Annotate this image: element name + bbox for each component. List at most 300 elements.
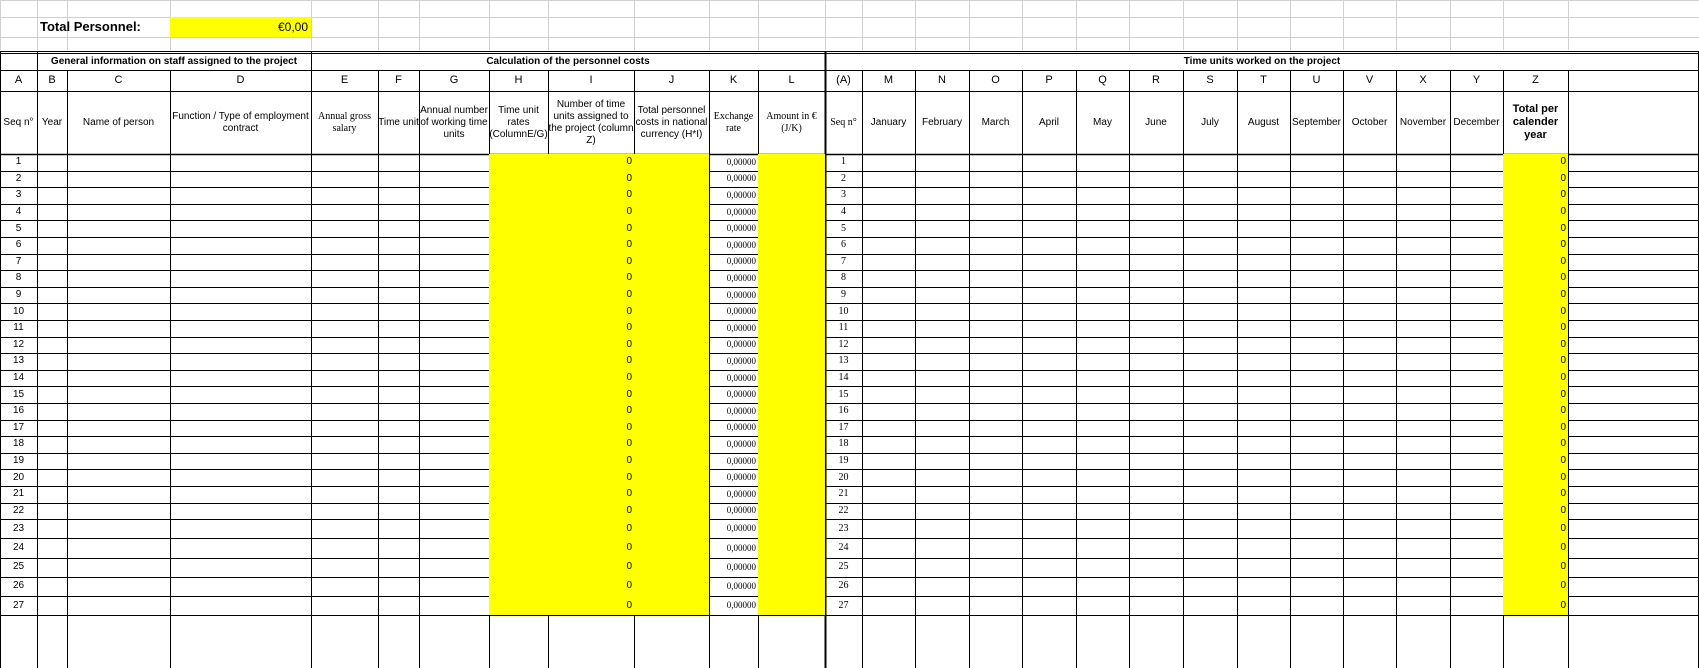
table-cell[interactable]: [1343, 403, 1396, 420]
table-cell[interactable]: [1396, 220, 1450, 237]
table-cell[interactable]: [758, 403, 825, 420]
table-cell[interactable]: [37, 320, 67, 337]
table-cell[interactable]: [311, 436, 378, 453]
units-assigned-cell[interactable]: 0: [548, 204, 634, 221]
table-cell[interactable]: [1343, 436, 1396, 453]
row-seq-a[interactable]: 8: [841, 272, 846, 284]
table-cell[interactable]: [170, 558, 311, 577]
table-cell[interactable]: [419, 420, 489, 437]
table-cell[interactable]: [489, 237, 548, 254]
table-cell[interactable]: [419, 171, 489, 188]
table-cell[interactable]: [758, 538, 825, 557]
row-seq-a[interactable]: 14: [838, 372, 849, 384]
table-cell[interactable]: [1290, 596, 1343, 615]
table-cell[interactable]: [862, 558, 915, 577]
table-cell[interactable]: [1396, 420, 1450, 437]
table-cell[interactable]: [1450, 596, 1503, 615]
table-cell[interactable]: [378, 503, 419, 520]
table-cell[interactable]: [1343, 154, 1396, 171]
table-cell[interactable]: [915, 596, 969, 615]
table-cell[interactable]: [1183, 503, 1237, 520]
table-cell[interactable]: [67, 337, 170, 354]
units-assigned-cell[interactable]: 0: [548, 436, 634, 453]
table-cell[interactable]: [758, 519, 825, 538]
table-cell[interactable]: [1450, 204, 1503, 221]
table-cell[interactable]: [1076, 596, 1129, 615]
table-cell[interactable]: [1022, 270, 1076, 287]
table-cell[interactable]: [634, 596, 709, 615]
column-letter-o[interactable]: O: [991, 73, 1000, 86]
table-cell[interactable]: [489, 386, 548, 403]
table-cell[interactable]: [37, 596, 67, 615]
table-cell[interactable]: [634, 254, 709, 271]
table-cell[interactable]: [1450, 538, 1503, 557]
table-cell[interactable]: [862, 204, 915, 221]
table-cell[interactable]: [1129, 403, 1183, 420]
column-letter-z[interactable]: Z: [1532, 73, 1539, 86]
column-letter-v[interactable]: V: [1365, 73, 1374, 86]
table-cell[interactable]: [311, 270, 378, 287]
exchange-rate-cell[interactable]: 0,00000: [726, 306, 756, 317]
table-cell[interactable]: [419, 303, 489, 320]
table-cell[interactable]: [1076, 486, 1129, 503]
column-letter-n[interactable]: N: [938, 73, 946, 86]
total-year-cell[interactable]: 0: [1503, 187, 1568, 204]
table-cell[interactable]: [915, 519, 969, 538]
table-cell[interactable]: [67, 303, 170, 320]
table-cell[interactable]: [1022, 187, 1076, 204]
table-cell[interactable]: [37, 453, 67, 470]
table-cell[interactable]: [1343, 453, 1396, 470]
column-header-11[interactable]: Amount in € (J/K): [766, 110, 817, 134]
table-cell[interactable]: [170, 436, 311, 453]
table-cell[interactable]: [489, 303, 548, 320]
table-cell[interactable]: [1290, 486, 1343, 503]
row-seq-a[interactable]: 13: [838, 355, 849, 367]
table-cell[interactable]: [170, 303, 311, 320]
row-seq[interactable]: 11: [13, 322, 24, 334]
table-cell[interactable]: [37, 420, 67, 437]
table-cell[interactable]: [915, 558, 969, 577]
table-cell[interactable]: [1129, 303, 1183, 320]
total-year-cell[interactable]: 0: [1503, 453, 1568, 470]
table-cell[interactable]: [1129, 420, 1183, 437]
table-cell[interactable]: [1396, 503, 1450, 520]
table-cell[interactable]: [311, 370, 378, 387]
table-cell[interactable]: [1237, 337, 1290, 354]
table-cell[interactable]: [969, 558, 1022, 577]
row-seq-a[interactable]: 2: [841, 172, 846, 184]
exchange-rate-cell[interactable]: 0,00000: [726, 561, 756, 572]
column-header-19[interactable]: July: [1201, 116, 1219, 128]
row-seq-a[interactable]: 11: [838, 322, 849, 334]
table-cell[interactable]: [1183, 558, 1237, 577]
units-assigned-cell[interactable]: 0: [548, 187, 634, 204]
row-seq-a[interactable]: 15: [838, 388, 849, 400]
table-cell[interactable]: [311, 303, 378, 320]
table-cell[interactable]: [1343, 420, 1396, 437]
units-assigned-cell[interactable]: 0: [548, 386, 634, 403]
table-cell[interactable]: [758, 420, 825, 437]
table-cell[interactable]: [1129, 287, 1183, 304]
units-assigned-cell[interactable]: 0: [548, 337, 634, 354]
table-cell[interactable]: [915, 204, 969, 221]
row-seq[interactable]: 18: [12, 438, 25, 450]
total-year-cell[interactable]: 0: [1503, 486, 1568, 503]
table-cell[interactable]: [1237, 220, 1290, 237]
table-cell[interactable]: [758, 486, 825, 503]
total-year-cell[interactable]: 0: [1503, 436, 1568, 453]
table-cell[interactable]: [1290, 303, 1343, 320]
exchange-rate-cell[interactable]: 0,00000: [726, 206, 756, 217]
units-assigned-cell[interactable]: 0: [548, 503, 634, 520]
table-cell[interactable]: [862, 287, 915, 304]
table-cell[interactable]: [1022, 436, 1076, 453]
table-cell[interactable]: [862, 386, 915, 403]
table-cell[interactable]: [37, 303, 67, 320]
row-seq[interactable]: 19: [12, 455, 25, 467]
exchange-rate-cell[interactable]: 0,00000: [726, 389, 756, 400]
units-assigned-cell[interactable]: 0: [548, 237, 634, 254]
column-letter-d[interactable]: D: [236, 73, 245, 86]
column-header-16[interactable]: April: [1038, 116, 1059, 128]
row-seq[interactable]: 4: [15, 206, 22, 218]
row-seq[interactable]: 14: [12, 372, 25, 384]
table-cell[interactable]: [1450, 436, 1503, 453]
table-cell[interactable]: [1450, 519, 1503, 538]
table-cell[interactable]: [1237, 453, 1290, 470]
table-cell[interactable]: [1129, 270, 1183, 287]
table-cell[interactable]: [1343, 287, 1396, 304]
table-cell[interactable]: [378, 386, 419, 403]
table-cell[interactable]: [67, 220, 170, 237]
row-seq-a[interactable]: 21: [838, 488, 849, 500]
table-cell[interactable]: [915, 270, 969, 287]
table-cell[interactable]: [489, 187, 548, 204]
table-cell[interactable]: [1343, 220, 1396, 237]
table-cell[interactable]: [1022, 237, 1076, 254]
table-cell[interactable]: [1396, 577, 1450, 596]
table-cell[interactable]: [1343, 486, 1396, 503]
row-seq-a[interactable]: 12: [838, 338, 849, 350]
table-cell[interactable]: [170, 596, 311, 615]
table-cell[interactable]: [1183, 220, 1237, 237]
table-cell[interactable]: [1450, 320, 1503, 337]
table-cell[interactable]: [311, 204, 378, 221]
table-cell[interactable]: [862, 370, 915, 387]
table-cell[interactable]: [311, 287, 378, 304]
row-seq[interactable]: 24: [12, 541, 25, 553]
table-cell[interactable]: [915, 254, 969, 271]
table-cell[interactable]: [1343, 558, 1396, 577]
exchange-rate-cell[interactable]: 0,00000: [726, 239, 756, 250]
table-cell[interactable]: [1183, 420, 1237, 437]
table-cell[interactable]: [1343, 337, 1396, 354]
table-cell[interactable]: [1022, 320, 1076, 337]
units-assigned-cell[interactable]: 0: [548, 171, 634, 188]
column-header-3[interactable]: Function / Type of employment contract: [172, 110, 309, 134]
table-cell[interactable]: [67, 577, 170, 596]
table-cell[interactable]: [969, 154, 1022, 171]
table-cell[interactable]: [67, 386, 170, 403]
table-cell[interactable]: [1343, 320, 1396, 337]
table-cell[interactable]: [311, 558, 378, 577]
units-assigned-cell[interactable]: 0: [548, 320, 634, 337]
table-cell[interactable]: [1022, 370, 1076, 387]
table-cell[interactable]: [969, 287, 1022, 304]
table-cell[interactable]: [1237, 287, 1290, 304]
table-cell[interactable]: [1076, 453, 1129, 470]
table-cell[interactable]: [37, 503, 67, 520]
table-cell[interactable]: [1290, 436, 1343, 453]
row-seq-a[interactable]: 6: [841, 239, 846, 251]
table-cell[interactable]: [1183, 154, 1237, 171]
table-cell[interactable]: [1450, 287, 1503, 304]
table-cell[interactable]: [1022, 154, 1076, 171]
table-cell[interactable]: [1076, 220, 1129, 237]
table-cell[interactable]: [1129, 386, 1183, 403]
total-year-cell[interactable]: 0: [1503, 403, 1568, 420]
table-cell[interactable]: [1237, 237, 1290, 254]
table-cell[interactable]: [634, 220, 709, 237]
column-letter-f[interactable]: F: [395, 73, 402, 86]
table-cell[interactable]: [758, 254, 825, 271]
table-cell[interactable]: [1343, 538, 1396, 557]
table-cell[interactable]: [489, 171, 548, 188]
table-cell[interactable]: [489, 353, 548, 370]
table-cell[interactable]: [758, 303, 825, 320]
table-cell[interactable]: [1290, 558, 1343, 577]
table-cell[interactable]: [862, 270, 915, 287]
table-cell[interactable]: [1129, 220, 1183, 237]
table-cell[interactable]: [1237, 254, 1290, 271]
table-cell[interactable]: [862, 403, 915, 420]
column-letter-y[interactable]: Y: [1472, 73, 1481, 86]
table-cell[interactable]: [170, 420, 311, 437]
table-cell[interactable]: [634, 486, 709, 503]
table-cell[interactable]: [1129, 469, 1183, 486]
table-cell[interactable]: [1183, 171, 1237, 188]
total-year-cell[interactable]: 0: [1503, 519, 1568, 538]
table-cell[interactable]: [1076, 303, 1129, 320]
table-cell[interactable]: [634, 204, 709, 221]
row-seq[interactable]: 22: [12, 504, 25, 516]
row-seq-a[interactable]: 22: [838, 504, 849, 516]
table-cell[interactable]: [1183, 337, 1237, 354]
exchange-rate-cell[interactable]: 0,00000: [726, 472, 756, 483]
exchange-rate-cell[interactable]: 0,00000: [726, 488, 756, 499]
table-cell[interactable]: [969, 469, 1022, 486]
table-cell[interactable]: [1396, 353, 1450, 370]
total-year-cell[interactable]: 0: [1503, 558, 1568, 577]
table-cell[interactable]: [969, 187, 1022, 204]
table-cell[interactable]: [1129, 519, 1183, 538]
table-cell[interactable]: [37, 558, 67, 577]
table-cell[interactable]: [378, 469, 419, 486]
table-cell[interactable]: [311, 171, 378, 188]
table-cell[interactable]: [634, 237, 709, 254]
table-cell[interactable]: [1237, 353, 1290, 370]
row-seq[interactable]: 20: [12, 471, 25, 483]
table-cell[interactable]: [1237, 403, 1290, 420]
table-cell[interactable]: [1450, 237, 1503, 254]
column-header-18[interactable]: June: [1145, 116, 1167, 128]
table-cell[interactable]: [419, 403, 489, 420]
table-cell[interactable]: [1183, 204, 1237, 221]
table-cell[interactable]: [1450, 558, 1503, 577]
table-cell[interactable]: [634, 453, 709, 470]
table-cell[interactable]: [37, 270, 67, 287]
table-cell[interactable]: [37, 386, 67, 403]
table-cell[interactable]: [67, 538, 170, 557]
table-cell[interactable]: [1343, 270, 1396, 287]
table-cell[interactable]: [915, 337, 969, 354]
table-cell[interactable]: [1396, 558, 1450, 577]
table-cell[interactable]: [1290, 469, 1343, 486]
table-cell[interactable]: [378, 596, 419, 615]
table-cell[interactable]: [634, 519, 709, 538]
table-cell[interactable]: [862, 436, 915, 453]
column-header-8[interactable]: Number of time units assigned to the project (column Z): [548, 98, 634, 146]
table-cell[interactable]: [419, 577, 489, 596]
table-cell[interactable]: [1022, 519, 1076, 538]
table-cell[interactable]: [170, 270, 311, 287]
table-cell[interactable]: [915, 237, 969, 254]
table-cell[interactable]: [758, 320, 825, 337]
table-cell[interactable]: [1450, 220, 1503, 237]
table-cell[interactable]: [378, 237, 419, 254]
table-cell[interactable]: [1290, 204, 1343, 221]
table-cell[interactable]: [37, 469, 67, 486]
table-cell[interactable]: [1237, 538, 1290, 557]
table-cell[interactable]: [915, 453, 969, 470]
table-cell[interactable]: [1396, 453, 1450, 470]
row-seq-a[interactable]: 20: [838, 471, 849, 483]
table-cell[interactable]: [489, 403, 548, 420]
row-seq-a[interactable]: 25: [838, 561, 849, 573]
table-cell[interactable]: [1076, 204, 1129, 221]
table-cell[interactable]: [1290, 270, 1343, 287]
row-seq-a[interactable]: 4: [841, 206, 846, 218]
table-cell[interactable]: [1450, 303, 1503, 320]
total-year-cell[interactable]: 0: [1503, 577, 1568, 596]
table-cell[interactable]: [311, 453, 378, 470]
table-cell[interactable]: [1076, 469, 1129, 486]
table-cell[interactable]: [915, 187, 969, 204]
exchange-rate-cell[interactable]: 0,00000: [726, 173, 756, 184]
table-cell[interactable]: [170, 370, 311, 387]
table-cell[interactable]: [1396, 204, 1450, 221]
total-year-cell[interactable]: 0: [1503, 337, 1568, 354]
table-cell[interactable]: [1076, 558, 1129, 577]
total-year-cell[interactable]: 0: [1503, 420, 1568, 437]
table-cell[interactable]: [1076, 403, 1129, 420]
table-cell[interactable]: [634, 303, 709, 320]
total-year-cell[interactable]: 0: [1503, 386, 1568, 403]
table-cell[interactable]: [1183, 237, 1237, 254]
table-cell[interactable]: [311, 577, 378, 596]
table-cell[interactable]: [170, 187, 311, 204]
total-year-cell[interactable]: 0: [1503, 287, 1568, 304]
table-cell[interactable]: [1022, 538, 1076, 557]
table-cell[interactable]: [1183, 519, 1237, 538]
table-cell[interactable]: [1183, 303, 1237, 320]
table-cell[interactable]: [67, 353, 170, 370]
total-year-cell[interactable]: 0: [1503, 320, 1568, 337]
table-cell[interactable]: [1290, 220, 1343, 237]
table-cell[interactable]: [915, 220, 969, 237]
table-cell[interactable]: [969, 303, 1022, 320]
table-cell[interactable]: [758, 220, 825, 237]
table-cell[interactable]: [634, 469, 709, 486]
table-cell[interactable]: [378, 420, 419, 437]
table-cell[interactable]: [1076, 503, 1129, 520]
units-assigned-cell[interactable]: 0: [548, 154, 634, 171]
table-cell[interactable]: [378, 204, 419, 221]
column-header-22[interactable]: October: [1351, 116, 1388, 128]
section-time-units[interactable]: Time units worked on the project: [1183, 55, 1341, 67]
table-cell[interactable]: [1290, 386, 1343, 403]
table-cell[interactable]: [1290, 370, 1343, 387]
table-cell[interactable]: [1450, 353, 1503, 370]
table-cell[interactable]: [1129, 486, 1183, 503]
table-cell[interactable]: [67, 403, 170, 420]
table-cell[interactable]: [170, 220, 311, 237]
table-cell[interactable]: [969, 237, 1022, 254]
table-cell[interactable]: [634, 538, 709, 557]
table-cell[interactable]: [634, 187, 709, 204]
table-cell[interactable]: [37, 577, 67, 596]
column-letter-a[interactable]: (A): [836, 73, 851, 86]
table-cell[interactable]: [1343, 237, 1396, 254]
table-cell[interactable]: [1076, 270, 1129, 287]
table-cell[interactable]: [1237, 270, 1290, 287]
table-cell[interactable]: [170, 320, 311, 337]
table-cell[interactable]: [378, 453, 419, 470]
table-cell[interactable]: [378, 337, 419, 354]
table-cell[interactable]: [378, 353, 419, 370]
table-cell[interactable]: [311, 187, 378, 204]
exchange-rate-cell[interactable]: 0,00000: [726, 322, 756, 333]
table-cell[interactable]: [969, 596, 1022, 615]
table-cell[interactable]: [1076, 353, 1129, 370]
table-cell[interactable]: [1343, 171, 1396, 188]
table-cell[interactable]: [1183, 403, 1237, 420]
table-cell[interactable]: [378, 403, 419, 420]
table-cell[interactable]: [67, 320, 170, 337]
table-cell[interactable]: [1129, 187, 1183, 204]
table-cell[interactable]: [419, 154, 489, 171]
table-cell[interactable]: [378, 577, 419, 596]
table-cell[interactable]: [489, 204, 548, 221]
table-cell[interactable]: [489, 453, 548, 470]
table-cell[interactable]: [1450, 403, 1503, 420]
table-cell[interactable]: [170, 386, 311, 403]
table-cell[interactable]: [489, 220, 548, 237]
table-cell[interactable]: [1022, 287, 1076, 304]
table-cell[interactable]: [634, 386, 709, 403]
table-cell[interactable]: [1129, 596, 1183, 615]
exchange-rate-cell[interactable]: 0,00000: [726, 600, 756, 611]
table-cell[interactable]: [170, 519, 311, 538]
table-cell[interactable]: [419, 436, 489, 453]
table-cell[interactable]: [489, 370, 548, 387]
units-assigned-cell[interactable]: 0: [548, 469, 634, 486]
table-cell[interactable]: [37, 353, 67, 370]
table-cell[interactable]: [1396, 386, 1450, 403]
table-cell[interactable]: [634, 320, 709, 337]
table-cell[interactable]: [862, 353, 915, 370]
